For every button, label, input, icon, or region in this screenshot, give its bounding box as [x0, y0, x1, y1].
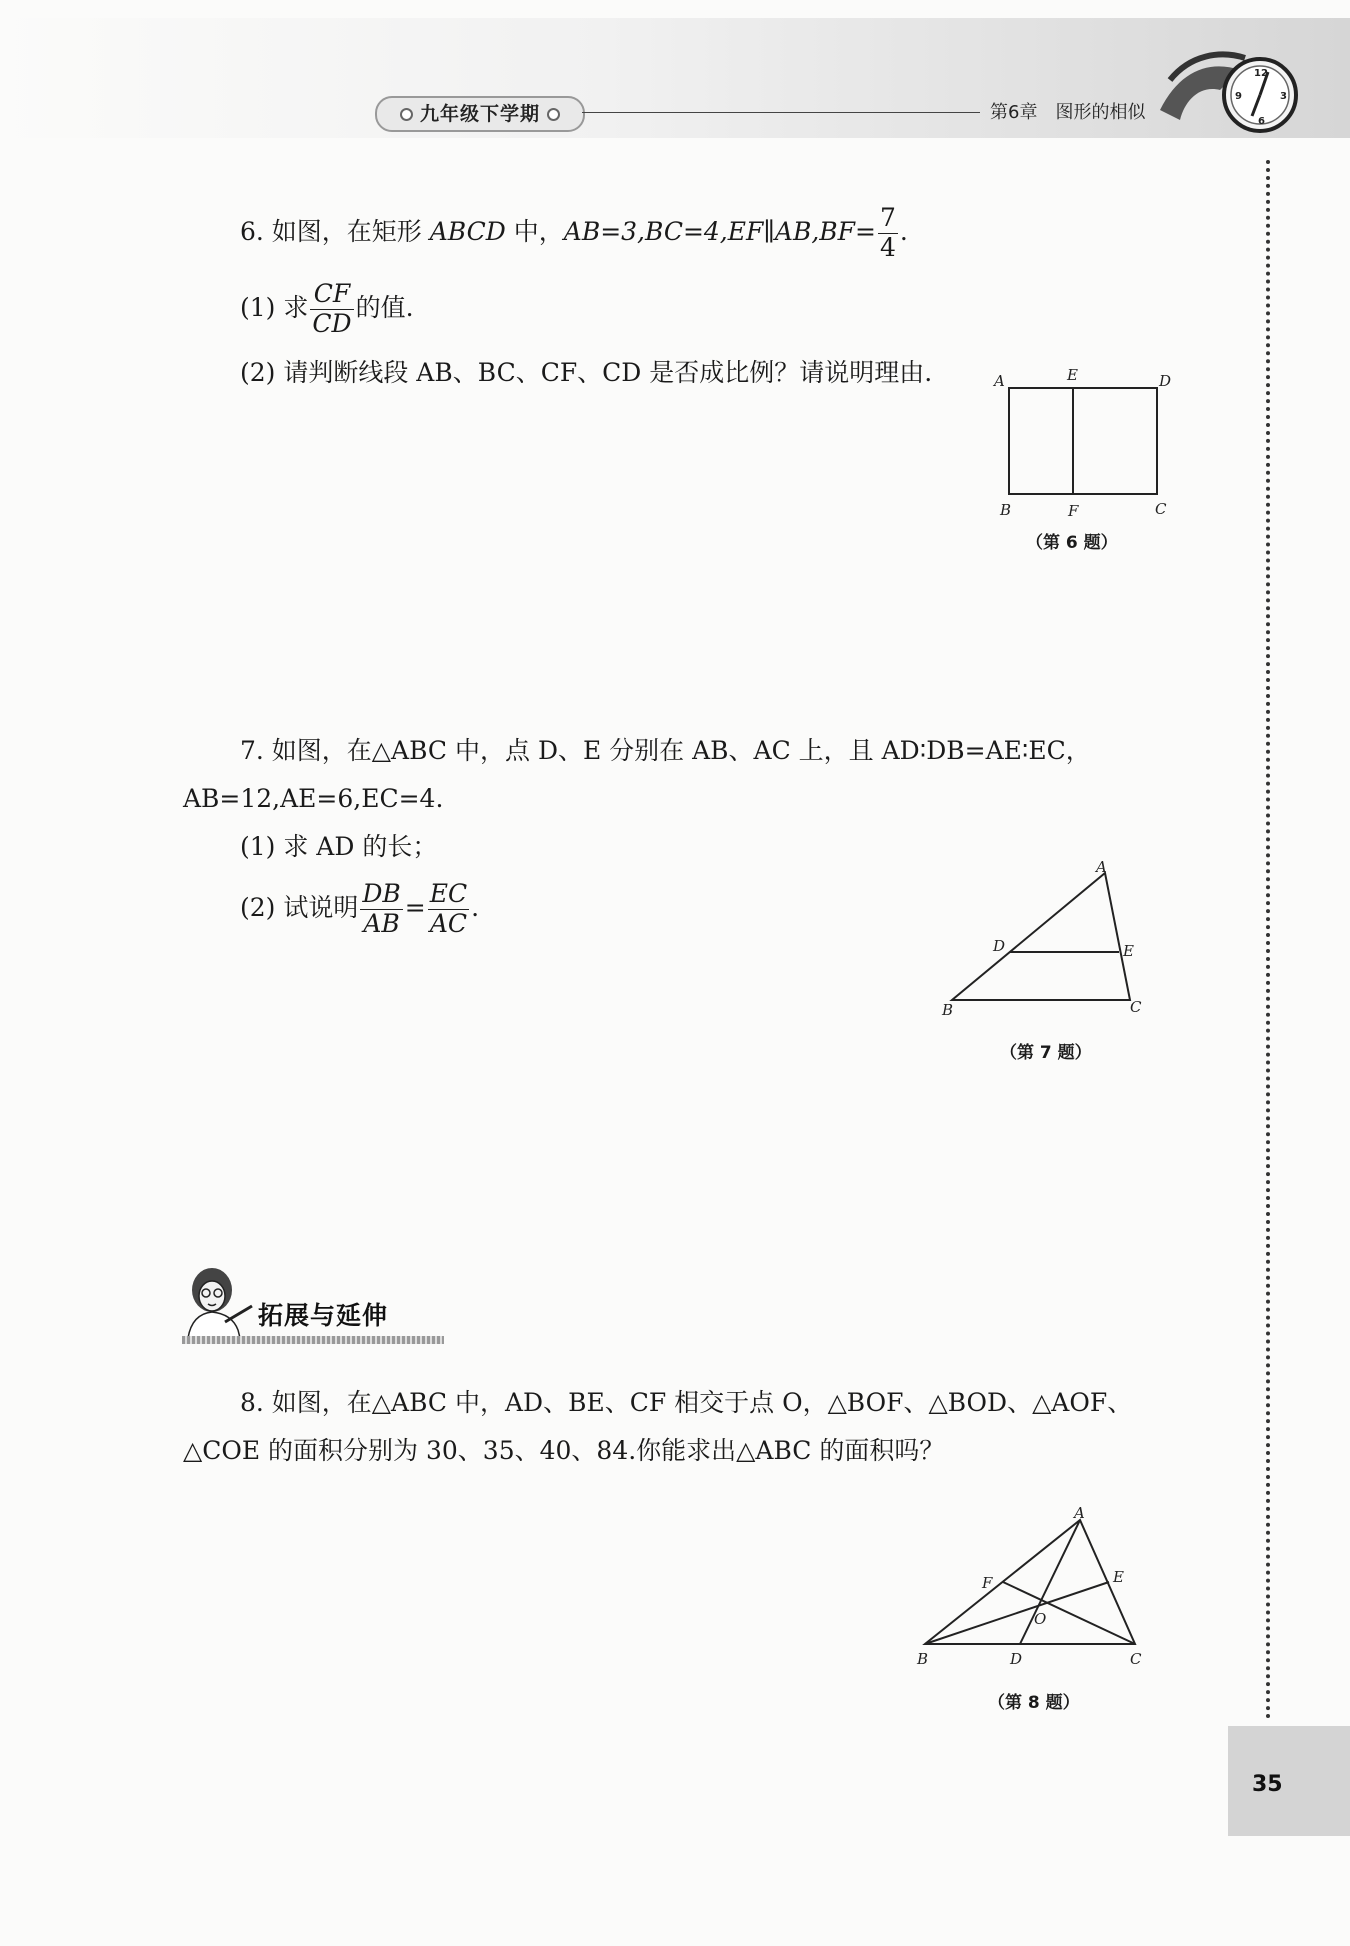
label-f: F: [982, 1574, 993, 1592]
label-c: C: [1130, 998, 1142, 1016]
q6-part1: (1) 求 $\frac{CF}{CD}$ 的值.: [240, 279, 414, 338]
label-d: D: [1010, 1650, 1023, 1668]
label-b: B: [917, 1650, 929, 1668]
q8-line1: 8. 如图，在△ABC 中，AD、BE、CF 相交于点 O，△BOF、△BOD、△AOF、: [240, 1388, 1133, 1417]
q6-stem: 6. 如图，在矩形 ABCD 中，AB=3,BC=4,EF∥AB,BF= $\frac{7}{4}$ .: [240, 203, 908, 262]
q6-figure-rectangle: [985, 360, 1180, 520]
page-number-box: [1228, 1726, 1350, 1836]
q7-part2: (2) 试说明 $\frac{DB}{AB}$ = $\frac{EC}{AC}$ .: [240, 879, 480, 938]
teacher-avatar-icon: [180, 1260, 260, 1340]
label-d: D: [1159, 372, 1172, 390]
label-d: D: [993, 937, 1006, 955]
q8-line2: △COE 的面积分别为 30、35、40、84.你能求出△ABC 的面积吗？: [183, 1436, 945, 1465]
section-title: 拓展与延伸: [258, 1301, 389, 1330]
label-c: C: [1155, 500, 1167, 518]
label-a: A: [1096, 858, 1107, 876]
q7-caption: （第 7 题）: [1000, 1043, 1092, 1063]
circle-icon: [547, 108, 560, 121]
q6-bf-fraction: $\frac{7}{4}$: [879, 203, 896, 262]
q6-caption: （第 6 题）: [1026, 533, 1118, 553]
q8-caption: （第 8 题）: [988, 1693, 1080, 1713]
svg-text:3: 3: [1280, 91, 1287, 102]
label-o: O: [1034, 1610, 1047, 1628]
circle-icon: [400, 108, 413, 121]
margin-dotted-line: [1266, 160, 1270, 1720]
svg-text:6: 6: [1258, 116, 1265, 127]
label-e: E: [1067, 366, 1078, 384]
segment-be: [925, 1582, 1109, 1644]
svg-text:9: 9: [1235, 91, 1242, 102]
q7-part1: (1) 求 AD 的长；: [240, 832, 438, 861]
label-b: B: [942, 1001, 954, 1019]
rectangle-abcd: [1009, 388, 1157, 494]
label-e: E: [1113, 1568, 1124, 1586]
triangle-abc: [952, 873, 1130, 1000]
header-band: [0, 18, 1350, 138]
clock-compass-icon: [1150, 40, 1300, 140]
q7-line1: 7. 如图，在△ABC 中，点 D、E 分别在 AB、AC 上，且 AD∶DB=AE∶EC，: [240, 736, 1091, 765]
grade-text: 九年级下学期: [420, 103, 541, 125]
q8-figure-triangle: [910, 1500, 1150, 1680]
label-f: F: [1068, 502, 1079, 520]
label-a: A: [1074, 1504, 1085, 1522]
grade-label: [375, 96, 585, 132]
label-c: C: [1130, 1650, 1142, 1668]
q7-line2: AB=12,AE=6,EC=4.: [183, 784, 444, 813]
label-b: B: [1000, 501, 1012, 519]
segment-ad: [1020, 1520, 1080, 1644]
chapter-title: 第6章 图形的相似: [990, 102, 1146, 123]
svg-text:12: 12: [1254, 68, 1268, 79]
segment-cf: [1003, 1582, 1135, 1644]
label-a: A: [994, 372, 1005, 390]
q6-part2: (2) 请判断线段 AB、BC、CF、CD 是否成比例？请说明理由.: [240, 358, 933, 387]
section-underline: [182, 1336, 444, 1344]
q7-figure-triangle: [940, 855, 1150, 1020]
header-rule: [582, 112, 980, 113]
page-number: 35: [1252, 1772, 1283, 1797]
label-e: E: [1123, 942, 1134, 960]
